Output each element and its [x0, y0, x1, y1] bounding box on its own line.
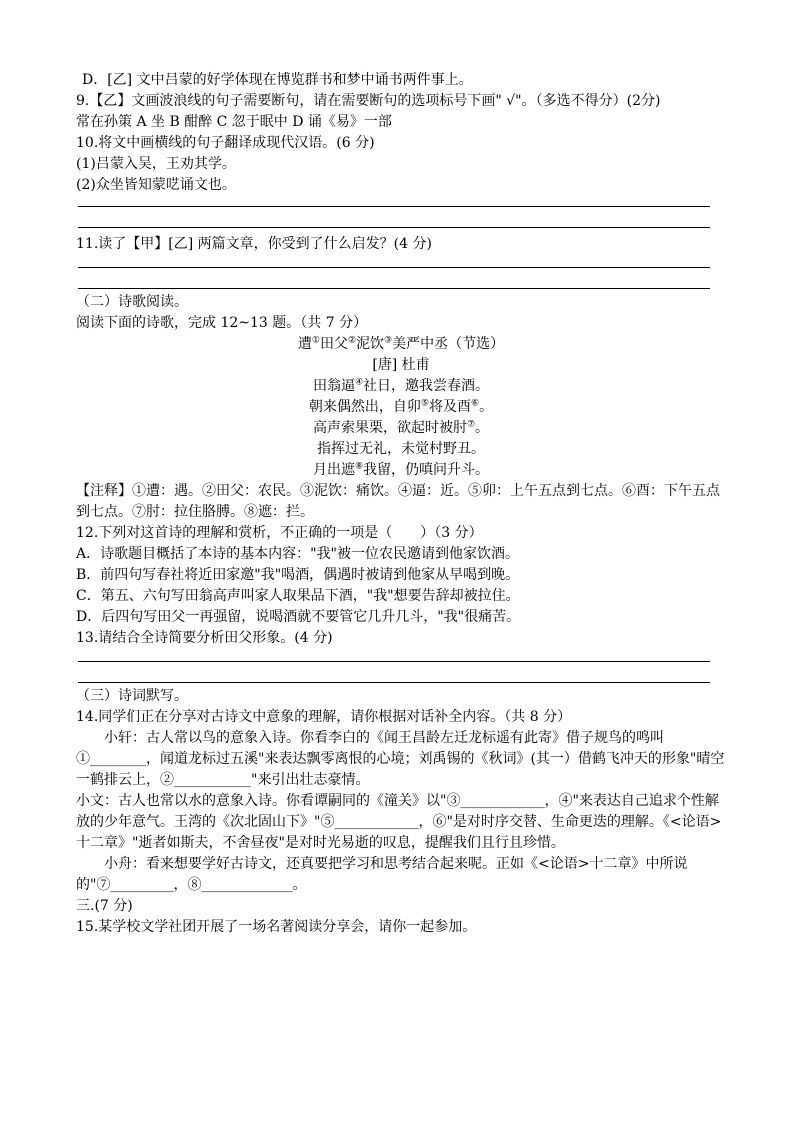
poem-line: 朝来偶然出，自卯⑤将及酉⑥。: [308, 398, 494, 415]
q8-option-d: D．[乙] 文中吕蒙的好学体现在博览群书和梦中诵书两件事上。: [82, 72, 473, 88]
q12-stem: 12.下列对这首诗的理解和赏析，不正确的一项是（ ）（3 分）: [76, 525, 483, 541]
q11-stem: 11.读了【甲】[乙] 两篇文章，你受到了什么启发？(4 分): [76, 236, 432, 252]
q10-stem: 10.将文中画横线的句子翻译成现代汉语。(6 分): [76, 135, 375, 151]
q9-stem: 9.【乙】文画波浪线的句子需要断句，请在需要断句的选项标号下画" √"。（多选不得分）(2分): [76, 93, 661, 109]
poem-author: [唐] 杜甫: [372, 357, 430, 373]
q14-stem: 14.同学们正在分享对古诗文中意象的理解，请你根据对话补全内容。（共 8 分）: [76, 709, 572, 725]
section4-heading: 三.(7 分): [76, 898, 133, 914]
answer-line[interactable]: [78, 682, 710, 683]
q14-dialogue-1: 小轩：古人常以鸟的意象入诗。你看李白的《闻王昌龄左迁龙标遥有此寄》借子规鸟的鸣叫①________，闻道龙标过五溪"来表达飘零离恨的心境；刘禹锡的《秋词》(其一）借鹤飞冲天的形象"晴空一鹤排云上，②___________"来引出壮志豪情。: [76, 730, 725, 788]
q12-option-b: B．前四句写春社将近田家邀"我"喝酒，偶遇时被请到他家从早喝到晚。: [76, 567, 520, 583]
q12-option-d: D．后四句写田父一再强留，说喝酒就不要管它几升几斗，"我"很痛苦。: [76, 609, 521, 625]
exam-page: [76, 70, 726, 938]
q12-option-c: C．第五、六句写田翁高声叫家人取果品下酒，"我"想要告辞却被拉住。: [76, 588, 520, 604]
poem-title: 遭①田父②泥饮③美严中丞（节选）: [297, 335, 505, 352]
q15-stem: 15.某学校文学社团开展了一场名著阅读分享会，请你一起参加。: [76, 919, 477, 935]
section2-heading: （二）诗歌阅读。: [76, 294, 188, 310]
q14-dialogue-2: 小文：古人也常以水的意象入诗。你看谭嗣同的《潼关》以"③____________，④"来表达自己追求个性解放的少年意气。王湾的《次北固山下》"⑤____________，⑥"是对时序交替、生命更迭的理解。《<论语>十二章》"逝者如斯夫，不舍昼夜"是对时光易逝的叹息，提醒我们且行且珍惜。: [76, 793, 722, 851]
poem-line: 月出遮⑧我留，仍嗔问升斗。: [312, 461, 490, 478]
q10-sentence-2: (2)众坐皆知蒙呓诵文也。: [76, 177, 236, 193]
poem-line: 田翁逼④社日，邀我尝春酒。: [312, 377, 490, 394]
q13-stem: 13.请结合全诗简要分析田父形象。(4 分): [76, 630, 333, 646]
answer-line[interactable]: [78, 288, 710, 289]
q9-sentence: 常在孙策 A 坐 B 酣醉 C 忽于眠中 D 诵《易》一部: [76, 114, 392, 130]
poem-notes: 【注释】①遭：遇。②田父：农民。③泥饮：痛饮。④逼：近。⑤卯：上午五点到七点。⑥酉：下午五点到七点。⑦肘：拉住胳膊。⑧遮：拦。: [76, 483, 720, 520]
q10-sentence-1: (1)吕蒙入吴，王劝其学。: [76, 156, 236, 172]
q12-option-a: A．诗歌题目概括了本诗的基本内容："我"被一位农民邀请到他家饮酒。: [76, 546, 519, 562]
poem-line: 指挥过无礼，未觉村野丑。: [317, 441, 485, 457]
section3-heading: （三）诗词默写。: [76, 688, 188, 704]
poem-line: 高声索果栗，欲起时被肘⑦。: [312, 419, 490, 436]
section2-instruction: 阅读下面的诗歌，完成 12~13 题。（共 7 分）: [76, 315, 368, 331]
q14-dialogue-3: 小舟：看来想要学好古诗文，还真要把学习和思考结合起来呢。正如《<论语>十二章》中所说的"⑦_________，⑧_____________。: [76, 856, 688, 893]
